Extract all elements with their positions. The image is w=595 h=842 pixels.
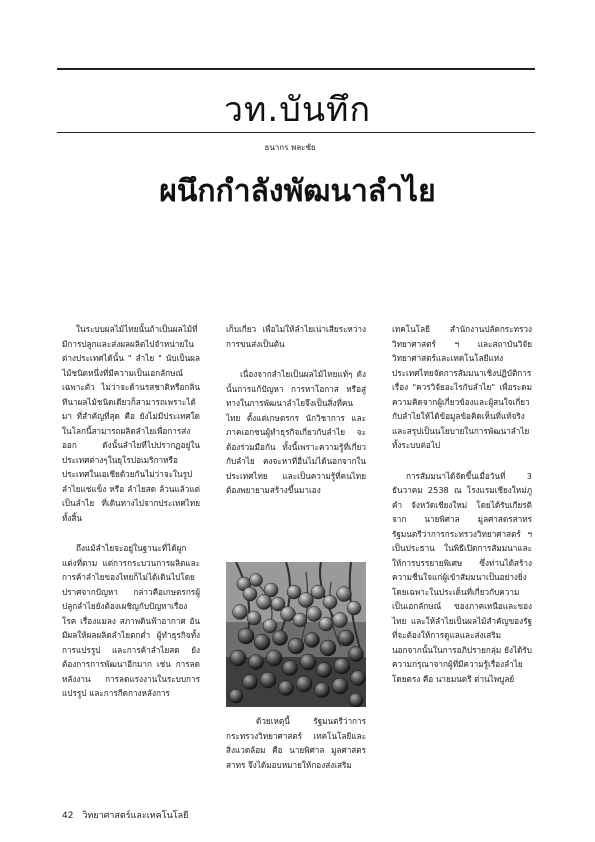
paragraph: ถึงแม้ลำไยจะอยู่ในฐานะที่ได้ผูกแต่งที่ตาม แต่การกระบวนการผลิตและการค้าลำไยของไทยก็ไม่ได้เดินไปโดยปราศจากปัญหา กล่าวคือเกษตรกรผู้ปลูกลำไยยังต้องเผชิญกับปัญหาเรื่องโรค เรื่องแมลง สภาพดินฟ้าอากาศ อันมีผลให้ผลผลิตลำไยตกต่ำ ผู้ทำธุรกิจทั้งการแปรรูป และการค้าลำไยสด ยังต้องการการพัฒนาอีกมาก เช่น การลดหลังงาน การลดแรงงานในระบบการแปรรูป และการกีดกางหลังการ bbox=[62, 543, 200, 698]
column-2-text bbox=[226, 322, 366, 514]
paragraph: เนื่องจากลำไยเป็นผลไม้ไทยแท้ๆ ดังนั้นการแก้ปัญหา การหาโอกาส หรือสู่ทางในการพัฒนาลำไยจึงเป็นสิ่งที่คนไทย ตั้งแต่เกษตรกร นักวิชาการ และภาคเอกชนผู้ทำธุรกิจเกี่ยวกับลำไย จะต้องร่วมมือกัน ทั้งนี้เพราะความรู้ที่เกี่ยวกับลำไย คงจะหาที่อื่นไม่ได้นอกจากในประเทศไทย และเป็นความรู้ที่คนไทย ต้องพยายามสร้างขึ้นมาเอง bbox=[226, 369, 366, 495]
body-column-3 bbox=[392, 322, 532, 702]
paragraph: ด้วยเหตุนี้ รัฐมนตรีว่าการกระทรวงวิทยาศาสตร์ เทคโนโลยีและสิ่งแวดล้อม คือ นายพิศาล มูลศาสตรสาทร จึงได้มอบหมายให้กองส่งเสริม bbox=[226, 716, 366, 770]
body-column-1 bbox=[62, 322, 200, 717]
author-byline: ธนากร พละชัย bbox=[264, 143, 316, 152]
column-title: วท.บันทึก bbox=[223, 90, 372, 130]
paragraph: การสัมมนาได้จัดขึ้นเมื่อวันที่ 3 ธันวาคม 2538 ณ โรงแรมเชียงใหม่ภูคำ จังหวัดเชียงใหม่ โดยได้รับเกียรติจาก นายพิศาล มูลศาสตรสาทร รัฐมนตรีว่าการกระทรวงวิทยาศาสตร์ ฯ เป็นประธาน ในพิธีเปิดการสัมมนาและให้การบรรยายพิเศษ ซึ่งท่านได้สร้างความชื่นใจแก่ผู้เข้าสัมมนาเป็นอย่างยิ่ง โดยเฉพาะในประเด็นที่เกี่ยวกับความเป็นเอกลักษณ์ ของภาคเหนือและของไทย และให้ลำไยเป็นผลไม้สำคัญของรัฐ ที่จะต้องให้การดูแลและส่งเสริม นอกจากนั้นในการอภิปรายกลุ่ม ยังได้รับความกรุณาจากผู้ที่มีความรู้เรื่องลำไยโดยตรง คือ นายมนตรี ต่านไพบูลย์ bbox=[392, 470, 532, 684]
article-headline: ผนึกกำลังพัฒนาลำไย bbox=[159, 174, 436, 209]
top-rule bbox=[57, 68, 535, 70]
title-rule bbox=[57, 132, 535, 133]
page-number: 42 bbox=[62, 811, 74, 821]
paragraph: ในระบบผลไม้ไทยนั้นถ้าเป็นผลไม้ที่มีการปลูกและส่งผลผลิตไปจำหน่ายในต่างประเทศได้นั้น " ลำไย " นับเป็นผลไม้ชนิดหนึ่งที่มีความเป็นเอกลักษณ์เฉพาะตัว ไม่ว่าจะด้านรสชาติหรือกลิ่น ทีนาผลไม้ชนิดเดียวก็สามารถเพราะได้มา ที่สำคัญที่สุด คือ ยังไม่มีประเทศใดในโลกนี้สามารถผลิตลำไยเพื่อการส่งออก ดังนั้นลำไยที่ไปปรากฏอยู่ในประเทศต่างๆในยุโรปอเมริกาหรือประเทศในเอเชียด้วยกันไม่ว่าจะในรูปลำไยแช่แข็ง หรือ ลำไยสด ล้วนแล้วแต่เป็นลำไย ที่เดินทางไปจากประเทศไทยทั้งสิ้น bbox=[62, 324, 200, 523]
paragraph: เก็บเกี่ยว เพื่อไม่ให้ลำไยเน่าเสียระหว่างการขนส่งเป็นต้น bbox=[226, 324, 366, 349]
photo-caption-paragraph bbox=[226, 714, 366, 772]
page-footer bbox=[62, 808, 188, 822]
longan-cluster-image bbox=[226, 562, 366, 707]
paragraph: เทคโนโลยี สำนักงานปลัดกระทรวงวิทยาศาสตร์ ฯ และสถาบันวิจัยวิทยาศาสตร์และเทคโนโลยีแห่งประเทศไทยจัดการสัมมนาเชิงปฏิบัติการ เรื่อง "ควรวิจัยอะไรกับลำไย" เพื่อระดมความคิดจากผู้เกี่ยวข้องและผู้สนใจเกี่ยวกับลำไยให้ได้ข้อมูลข้อคิดเห็นที่แท้จริง และสรุปเป็นนโยบายในการพัฒนาลำไย ทั้งระบบต่อไป bbox=[392, 324, 532, 450]
longan-photo bbox=[226, 562, 366, 707]
publication-name: วิทยาศาสตร์และเทคโนโลยี bbox=[82, 811, 189, 821]
